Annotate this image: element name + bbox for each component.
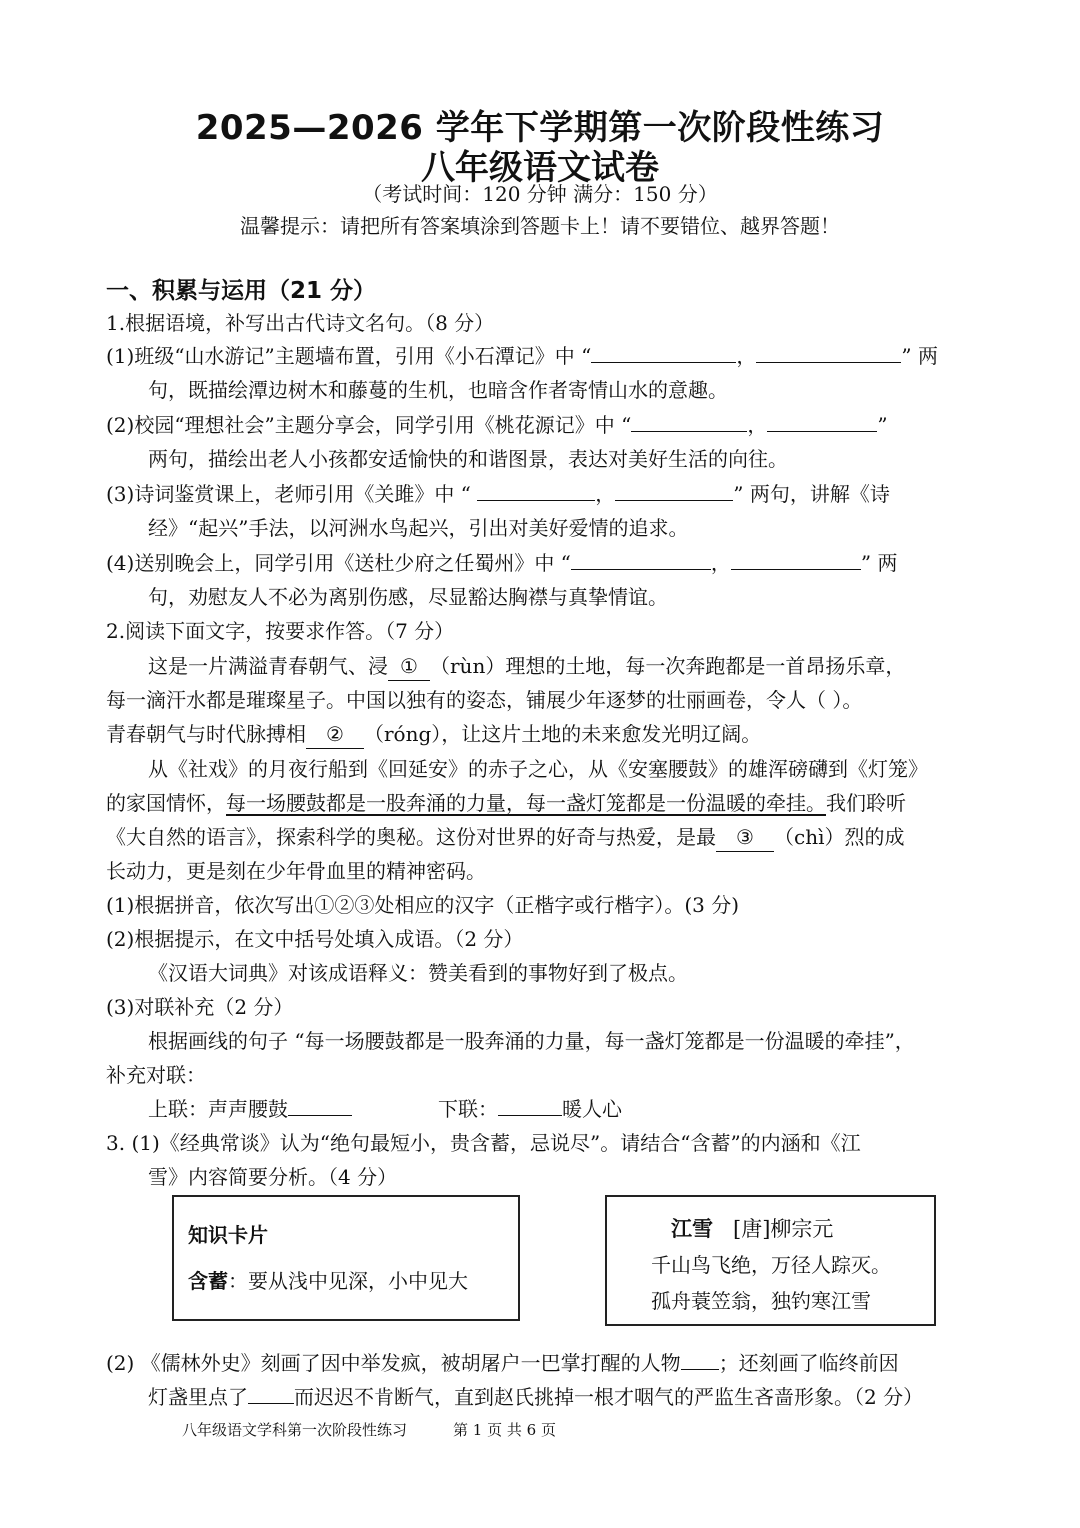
q2-para2-line4: 长动力，更是刻在少年骨血里的精神密码。 — [106, 859, 486, 883]
answer-blank[interactable] — [248, 1383, 294, 1404]
q2-para1-line1: 这是一片满溢青春朝气、浸 ① （rùn）理想的土地，每一次奔跑都是一首昂扬乐章， — [148, 652, 905, 681]
couplet-line: 上联：声声腰鼓 下联： 暖人心 — [148, 1097, 622, 1121]
upper-couplet-blank[interactable] — [288, 1095, 352, 1116]
pinyin-blank-2[interactable]: ② — [306, 720, 364, 749]
q2-sub1: (1)根据拼音，依次写出①②③处相应的汉字（正楷字或行楷字）。(3 分) — [106, 893, 740, 917]
q1-item4-line2: 句，劝慰友人不必为离别伤感，尽显豁达胸襟与真挚情谊。 — [148, 585, 668, 609]
answer-blank[interactable] — [681, 1349, 719, 1370]
section-heading: 一、积累与运用（21 分） — [106, 278, 377, 304]
pinyin-blank-3[interactable]: ③ — [716, 823, 774, 852]
knowledge-card — [172, 1195, 520, 1321]
q1-item1-line1: (1)班级“山水游记”主题墙布置，引用《小石潭记》中 “ ， ” 两 — [106, 344, 938, 368]
q2-sub3: (3)对联补充（2 分） — [106, 995, 294, 1019]
answer-blank[interactable] — [591, 342, 736, 363]
page-footer — [182, 1419, 602, 1440]
q3-line1: 3. (1)《经典常谈》认为“绝句最短小，贵含蓄，忌说尽”。请结合“含蓄”的内涵和《江 — [106, 1131, 861, 1155]
pinyin-blank-1[interactable]: ① — [388, 652, 430, 681]
q2-para1-line3: 青春朝气与时代脉搏相 ② （róng），让这片土地的未来愈发光明辽阔。 — [106, 720, 761, 749]
q1-item1-line2: 句，既描绘潭边树木和藤蔓的生机，也暗含作者寄情山水的意趣。 — [148, 378, 728, 402]
exam-info: （考试时间：120 分钟 满分：150 分） — [362, 182, 718, 206]
q1-item2-line2: 两句，描绘出老人小孩都安适愉快的和谐图景，表达对美好生活的向往。 — [148, 447, 788, 471]
q2-sub3-line2: 补充对联： — [106, 1063, 206, 1087]
q1-item2-line1: (2)校园“理想社会”主题分享会，同学引用《桃花源记》中 “ ， ” — [106, 413, 888, 437]
card-content: 含蓄：要从浅中见深，小中见大 — [188, 1269, 468, 1293]
exam-title-subject: 八年级语文试卷 — [421, 148, 659, 188]
answer-blank[interactable] — [731, 549, 861, 570]
q2-para2-line1: 从《社戏》的月夜行船到《回延安》的赤子之心，从《安塞腰鼓》的雄浑磅礴到《灯笼》 — [148, 757, 928, 781]
poem-line-1: 千山鸟飞绝，万径人踪灭。 — [651, 1253, 891, 1277]
q2-stem: 2.阅读下面文字，按要求作答。（7 分） — [106, 619, 455, 643]
q1-stem: 1.根据语境，补写出古代诗文名句。（8 分） — [106, 311, 495, 335]
lower-couplet-blank[interactable] — [498, 1095, 562, 1116]
q2-sub2: (2)根据提示，在文中括号处填入成语。（2 分） — [106, 927, 524, 951]
q1-item4-line1: (4)送别晚会上，同学引用《送杜少府之任蜀州》中 “ ， ” 两 — [106, 551, 898, 575]
answer-blank[interactable] — [631, 411, 747, 432]
q3-part2-line1: (2) 《儒林外史》刻画了因中举发疯，被胡屠户一巴掌打醒的人物 ；还刻画了临终前因 — [106, 1351, 899, 1375]
q3-line2: 雪》内容简要分析。（4 分） — [148, 1165, 398, 1189]
poem-card — [605, 1195, 936, 1326]
q2-sub3-line1: 根据画线的句子 “每一场腰鼓都是一股奔涌的力量，每一盏灯笼都是一份温暖的牵挂”， — [148, 1029, 915, 1053]
poem-line-2: 孤舟蓑笠翁，独钓寒江雪 — [651, 1289, 871, 1313]
exam-title-year: 2025—2026 学年下学期第一次阶段性练习 — [195, 108, 885, 148]
footer-page-info: 第 1 页 共 6 页 — [453, 1421, 556, 1439]
answer-blank[interactable] — [477, 480, 595, 501]
q1-item3-line1: (3)诗词鉴赏课上，老师引用《关雎》中 “ ， ” 两句，讲解《诗 — [106, 482, 890, 506]
footer-subject: 八年级语文学科第一次阶段性练习 — [182, 1421, 408, 1439]
q1-item3-line2: 经》“起兴”手法，以河洲水鸟起兴，引出对美好爱情的追求。 — [148, 516, 689, 540]
underlined-sentence: 每一场腰鼓都是一股奔涌的力量，每一盏灯笼都是一份温暖的牵挂。 — [226, 791, 826, 815]
answer-blank[interactable] — [756, 342, 901, 363]
q2-para1-line2: 每一滴汗水都是璀璨星子。中国以独有的姿态，铺展少年逐梦的壮丽画卷，令人（ ）。 — [106, 688, 863, 712]
q2-sub2-hint: 《汉语大词典》对该成语释义：赞美看到的事物好到了极点。 — [148, 961, 688, 985]
exam-tips: 温馨提示：请把所有答案填涂到答题卡上！请不要错位、越界答题！ — [240, 214, 840, 238]
poem-title: 江雪 [唐]柳宗元 — [671, 1217, 834, 1241]
answer-blank[interactable] — [571, 549, 711, 570]
card-title: 知识卡片 — [188, 1223, 268, 1247]
q3-part2-line2: 灯盏里点了 而迟迟不肯断气，直到赵氏挑掉一根才咽气的严监生吝啬形象。（2 分） — [148, 1385, 924, 1409]
q2-para2-line2: 的家国情怀，每一场腰鼓都是一股奔涌的力量，每一盏灯笼都是一份温暖的牵挂。我们聆听 — [106, 791, 906, 815]
q2-para2-line3: 《大自然的语言》，探索科学的奥秘。这份对世界的好奇与热爱，是最 ③ （chì）烈的成 — [106, 823, 904, 852]
answer-blank[interactable] — [767, 411, 877, 432]
answer-blank[interactable] — [615, 480, 733, 501]
